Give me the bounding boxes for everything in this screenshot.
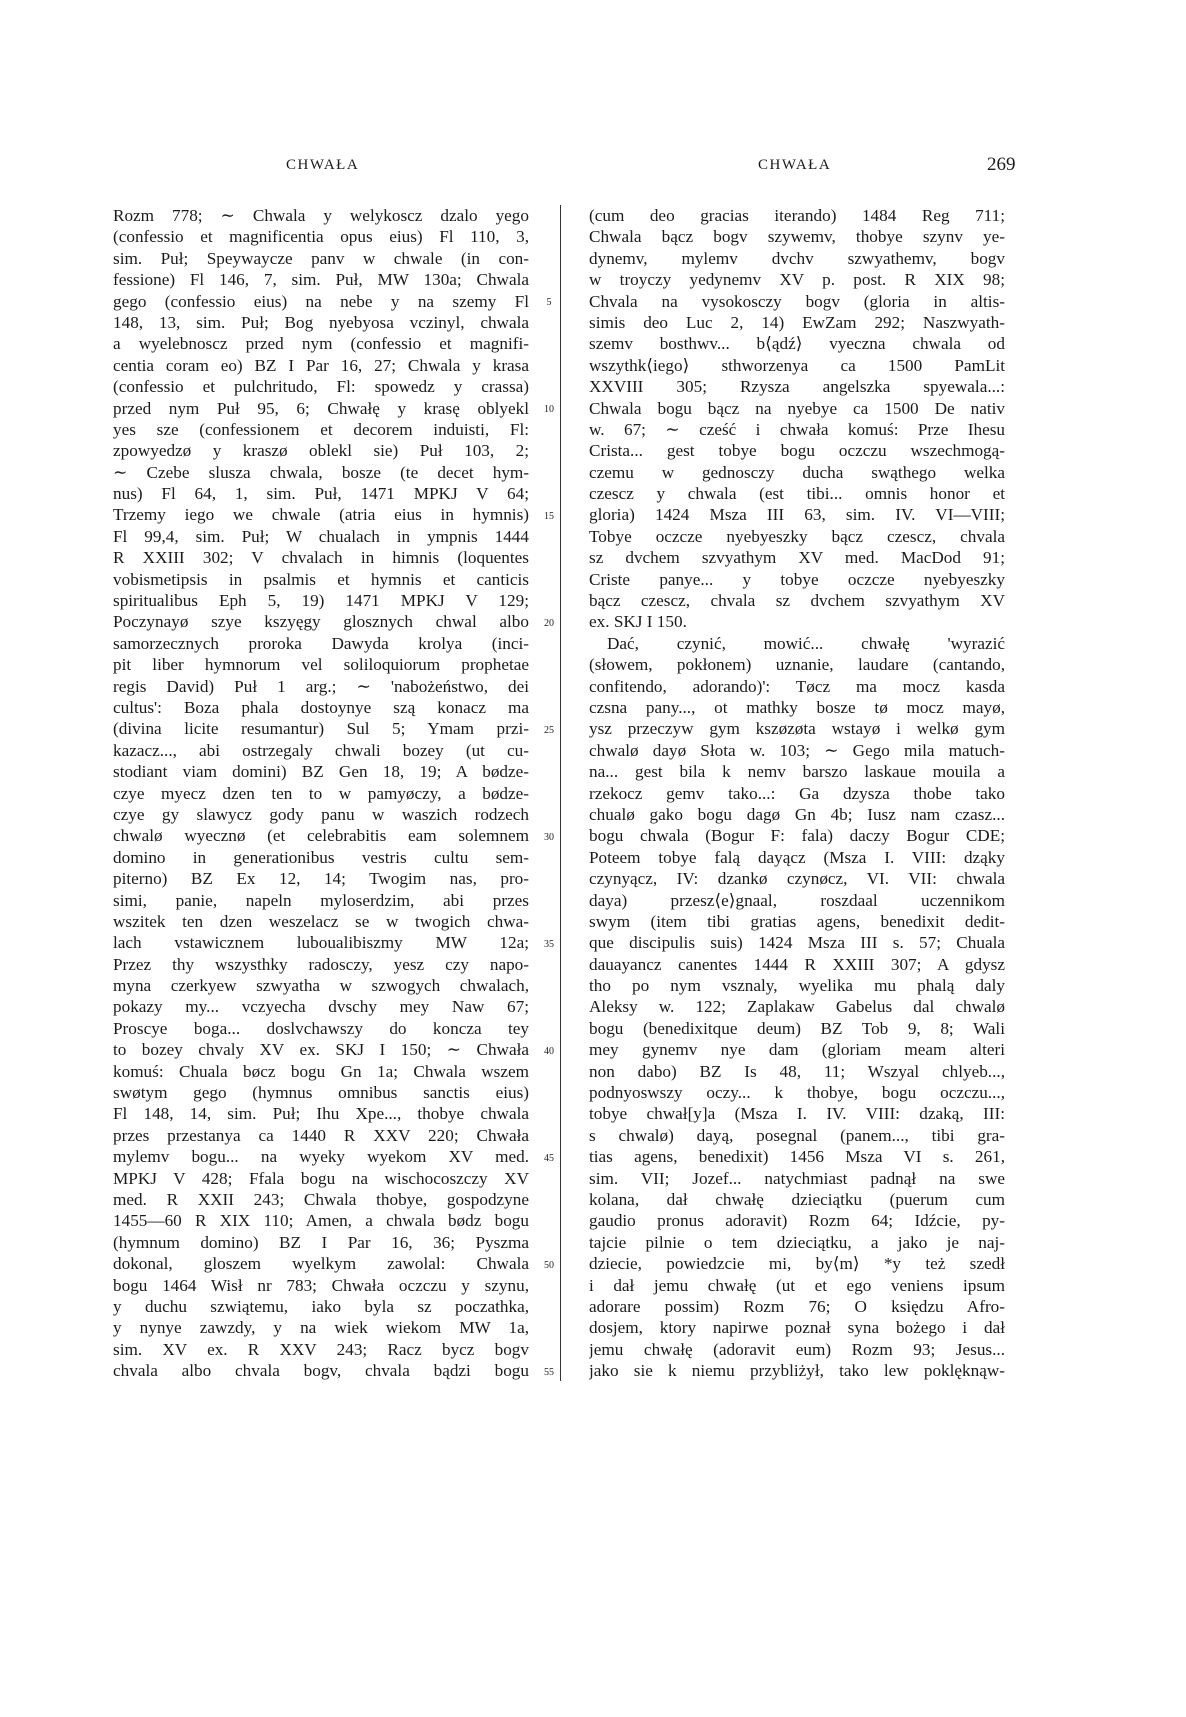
- text-line: simis deo Luc 2, 14) EwZam 292; Naszwyath-: [589, 312, 1005, 332]
- text-line: ex. SKJ I 150.: [589, 612, 687, 632]
- text-line: dynemv, mylemv dvchv szwyathemv, bogv: [589, 248, 1005, 268]
- text-line: (słowem, pokłonem) uznanie, laudare (cantando,: [589, 655, 1005, 675]
- text-line: zpowyedzø y kraszø oblekl sie) Puł 103, 2;: [113, 441, 529, 461]
- text-line: w. 67; ∼ cześć i chwała komuś: Prze Ihesu: [589, 419, 1005, 439]
- line-number: 55: [544, 1366, 554, 1378]
- text-line: adorare possim) Rozm 76; O księdzu Afro-: [589, 1296, 1005, 1316]
- text-line: wszitek ten dzen weszelacz se w twogich chwa-: [113, 911, 529, 931]
- text-line: na... gest bila k nemv barszo laskaue mouila a: [589, 762, 1005, 782]
- text-line: ∼ Czebe slusza chwala, bosze (te decet hym-: [113, 462, 529, 482]
- text-line: Dać, czynić, mowić... chwałę 'wyrazić: [607, 633, 1005, 653]
- text-line: stodiant viam domini) BZ Gen 18, 19; A bødze-: [113, 762, 529, 782]
- text-line: przed nym Puł 95, 6; Chwałę y krasę oblyekl: [113, 398, 529, 418]
- text-line: czemu w gednosczy ducha swąthego welka: [589, 462, 1005, 482]
- line-number: 50: [544, 1259, 554, 1271]
- text-line: centia coram eo) BZ I Par 16, 27; Chwala y krasa: [113, 355, 529, 375]
- text-line: vobismetipsis in psalmis et hymnis et canticis: [113, 569, 529, 589]
- text-line: czynyącz, IV: dzankø czynøcz, VI. VII: chwala: [589, 869, 1005, 889]
- text-line: przes przestanya ca 1440 R XXV 220; Chwała: [113, 1125, 529, 1145]
- text-line: jemu chwałę (adoravit eum) Rozm 93; Jesus...: [589, 1339, 1005, 1359]
- text-line: Criste panye... y tobye oczcze nyebyeszky: [589, 569, 1005, 589]
- text-line: kolana, dał chwałę dzieciątku (puerum cum: [589, 1189, 1005, 1209]
- text-line: bącz czescz, chvala sz dvchem szvyathym XV: [589, 591, 1005, 611]
- text-line: swym (item tibi gratias agens, benedixit dedit-: [589, 911, 1005, 931]
- text-line: szemv bosthwv... b⟨ądź⟩ vyeczna chwala od: [589, 334, 1005, 354]
- text-line: ysz przeczyw gym kszøzøta wstayø i welkø gym: [589, 719, 1005, 739]
- line-number: 15: [544, 510, 554, 522]
- text-line: XXVIII 305; Rzysza angelszka spyewala...:: [589, 377, 1005, 397]
- text-line: dosjem, ktory napirwe poznał syna bożego i dał: [589, 1318, 1005, 1338]
- text-line: regis David) Puł 1 arg.; ∼ 'nabożeństwo, dei: [113, 676, 529, 696]
- line-number: 10: [544, 403, 554, 415]
- text-line: a wyelebnoscz przed nym (confessio et magnifi-: [113, 334, 529, 354]
- text-line: mylemv bogu... na wyeky wyekom XV med.: [113, 1147, 529, 1167]
- text-line: (hymnum domino) BZ I Par 16, 36; Pyszma: [113, 1232, 529, 1252]
- text-line: daya) przesz⟨e⟩gnaal, roszdaal uczennikom: [589, 890, 1005, 910]
- text-line: pit liber hymnorum vel soliloquiorum prophetae: [113, 655, 529, 675]
- left-column: [113, 205, 529, 1381]
- text-line: dokonal, gloszem wyelkym zawolal: Chwala: [113, 1254, 529, 1274]
- text-line: lach vstawicznem luboualibiszmy MW 12a;: [113, 933, 529, 953]
- text-line: chvala albo chvala bogv, chvala bądzi bogu: [113, 1361, 529, 1381]
- text-line: (confessio et magnificentia opus eius) Fl 110, 3,: [113, 227, 529, 247]
- text-line: tho po nym vsznaly, wyelika mu phalą daly: [589, 976, 1005, 996]
- text-line: sz dvchem szvyathym XV med. MacDod 91;: [589, 548, 1005, 568]
- text-line: yes sze (confessionem et decorem induisti, Fl:: [113, 419, 529, 439]
- text-line: Crista... gest tobye bogu oczczu wszechmogą-: [589, 441, 1005, 461]
- text-line: wszythk⟨iego⟩ sthworzenya ca 1500 PamLit: [589, 355, 1005, 375]
- line-number: 35: [544, 938, 554, 950]
- text-line: chwalø wyecznø (et celebrabitis eam solemnem: [113, 826, 529, 846]
- text-line: w troyczy yedynemv XV p. post. R XIX 98;: [589, 270, 1005, 290]
- text-line: Aleksy w. 122; Zaplakaw Gabelus dal chwalø: [589, 997, 1005, 1017]
- text-line: chualø gako bogu dagø Gn 4b; Iusz nam czasz...: [589, 804, 1005, 824]
- right-column: [589, 205, 1005, 1381]
- text-line: Poteem tobye falą dayącz (Msza I. VIII: dząky: [589, 847, 1005, 867]
- text-line: (cum deo gracias iterando) 1484 Reg 711;: [589, 206, 1005, 225]
- text-line: R XXIII 302; V chvalach in himnis (loquentes: [113, 548, 529, 568]
- text-line: Rozm 778; ∼ Chwala y welykoscz dzalo yego: [113, 206, 529, 225]
- line-number: 40: [544, 1045, 554, 1057]
- text-line: Trzemy iego we chwale (atria eius in hymnis): [113, 505, 529, 525]
- text-line: to bozey chvaly XV ex. SKJ I 150; ∼ Chwała: [113, 1040, 529, 1060]
- text-line: confitendo, adorando)': Tøcz ma mocz kasda: [589, 676, 1005, 696]
- text-line: y duchu szwiątemu, iako byla sz poczathka,: [113, 1296, 529, 1316]
- text-line: komuś: Chuala bøcz bogu Gn 1a; Chwala wszem: [113, 1061, 529, 1081]
- text-line: Chwala bącz bogv szywemv, thobye szynv ye-: [589, 227, 1005, 247]
- text-line: Chvala na vysokosczy bogv (gloria in altis-: [589, 291, 1005, 311]
- text-line: 1455—60 R XIX 110; Amen, a chwala bødz bogu: [113, 1211, 529, 1231]
- text-line: gaudio pronus adoravit) Rozm 64; Idźcie, py-: [589, 1211, 1005, 1231]
- text-line: sim. Puł; Speywaycze panv w chwale (in con-: [113, 248, 529, 268]
- text-line: y nynye zawzdy, y na wiek wiekom MW 1a,: [113, 1318, 529, 1338]
- text-line: jako sie k niemu przybliżył, tako lew poklęknąw-: [589, 1361, 1005, 1381]
- text-line: sim. VII; Jozef... natychmiast padnął na swe: [589, 1168, 1005, 1188]
- text-line: Tobye oczcze nyebyeszky bącz czescz, chvala: [589, 526, 1005, 546]
- text-line: kazacz..., abi ostrzegaly chwali bozey (ut cu-: [113, 740, 529, 760]
- page-number: 269: [987, 154, 1016, 175]
- text-line: cultus': Boza phala dostoynye szą konacz ma: [113, 697, 529, 717]
- text-line: 148, 13, sim. Puł; Bog nyebyosa vczinyl, chwala: [113, 312, 529, 332]
- line-number: 30: [544, 831, 554, 843]
- text-line: Chwala bogu bącz na nyebye ca 1500 De nativ: [589, 398, 1005, 418]
- line-number: 45: [544, 1152, 554, 1164]
- text-line: Fl 148, 14, sim. Puł; Ihu Xpe..., thobye chwala: [113, 1104, 529, 1124]
- running-header-left: CHWAŁA: [286, 157, 360, 173]
- text-line: samorzecznych proroka Dawyda krolya (inci-: [113, 633, 529, 653]
- text-line: swøtym gego (hymnus omnibus sanctis eius): [113, 1083, 529, 1103]
- text-line: Fl 99,4, sim. Puł; W chualach in ympnis 1444: [113, 526, 529, 546]
- text-line: nus) Fl 64, 1, sim. Puł, 1471 MPKJ V 64;: [113, 484, 529, 504]
- text-line: mey gynemv nye dam (gloriam meam alteri: [589, 1040, 1005, 1060]
- text-line: non dabo) BZ Is 48, 11; Wszyal chlyeb...,: [589, 1061, 1005, 1081]
- column-divider: [560, 205, 561, 1381]
- text-line: (confessio et pulchritudo, Fl: spowedz y crassa): [113, 377, 529, 397]
- text-line: myna czerkyew szwyatha w szwogych chwalach,: [113, 976, 529, 996]
- line-number: 25: [544, 724, 554, 736]
- text-line: gloria) 1424 Msza III 63, sim. IV. VI—VIII;: [589, 505, 1005, 525]
- text-line: czescz y chwala (est tibi... omnis honor et: [589, 484, 1005, 504]
- text-line: fessione) Fl 146, 7, sim. Puł, MW 130a; Chwala: [113, 270, 529, 290]
- text-line: tias agens, benedixit) 1456 Msza VI s. 261,: [589, 1147, 1005, 1167]
- text-line: czsna pany..., ot mathky bosze tø mocz mayø,: [589, 697, 1005, 717]
- text-line: dauayancz canentes 1444 R XXIII 307; A gdysz: [589, 954, 1005, 974]
- line-number: 20: [544, 617, 554, 629]
- text-line: piterno) BZ Ex 12, 14; Twogim nas, pro-: [113, 869, 529, 889]
- text-line: i dał jemu chwałę (ut et ego veniens ipsum: [589, 1275, 1005, 1295]
- text-line: (divina licite resumantur) Sul 5; Ymam przi-: [113, 719, 529, 739]
- text-line: chwalø dayø Słota w. 103; ∼ Gego mila matuch-: [589, 740, 1005, 760]
- text-line: dziecie, powiedzcie mi, by⟨m⟩ *y też szedł: [589, 1254, 1005, 1274]
- text-line: Poczynayø szye kszyęgy glosznych chwal albo: [113, 612, 529, 632]
- text-line: sim. XV ex. R XXV 243; Racz bycz bogv: [113, 1339, 529, 1359]
- text-line: gego (confessio eius) na nebe y na szemy Fl: [113, 291, 529, 311]
- text-line: rzekocz gemv tako...: Ga dzysza thobe tako: [589, 783, 1005, 803]
- text-line: spiritualibus Eph 5, 19) 1471 MPKJ V 129;: [113, 591, 529, 611]
- text-line: simi, panie, napeln myloserdzim, abi przes: [113, 890, 529, 910]
- text-line: bogu (benedixitque deum) BZ Tob 9, 8; Wali: [589, 1018, 1005, 1038]
- text-line: Proscye boga... doslvchawszy do koncza tey: [113, 1018, 529, 1038]
- text-line: bogu chwala (Bogur F: fala) daczy Bogur CDE;: [589, 826, 1005, 846]
- text-line: que discipulis suis) 1424 Msza III s. 57; Chuala: [589, 933, 1005, 953]
- text-line: tobye chwał[y]a (Msza I. IV. VIII: dzaką, III:: [589, 1104, 1005, 1124]
- text-line: s chwalø) dayą, posegnal (panem..., tibi gra-: [589, 1125, 1005, 1145]
- text-line: podnyoswszy oczy... k thobye, bogu oczczu...,: [589, 1083, 1005, 1103]
- text-line: MPKJ V 428; Ffala bogu na wischocoszczy XV: [113, 1168, 529, 1188]
- text-line: tajcie pilnie o tem dzieciątku, a jako je naj-: [589, 1232, 1005, 1252]
- text-line: bogu 1464 Wisł nr 783; Chwała oczczu y szynu,: [113, 1275, 529, 1295]
- text-line: czye myecz dzen ten to w pamyøczy, a bødze-: [113, 783, 529, 803]
- text-line: pokazy my... vczyecha dvschy mey Naw 67;: [113, 997, 529, 1017]
- text-line: czye gy slawycz gody panu w waszich rodzech: [113, 804, 529, 824]
- text-line: med. R XXII 243; Chwala thobye, gospodzyne: [113, 1189, 529, 1209]
- text-line: Przez thy wszysthky radosczy, yesz czy napo-: [113, 954, 529, 974]
- line-number: 5: [546, 296, 552, 308]
- running-header-right: CHWAŁA: [758, 157, 832, 173]
- text-line: domino in generationibus vestris cultu sem-: [113, 847, 529, 867]
